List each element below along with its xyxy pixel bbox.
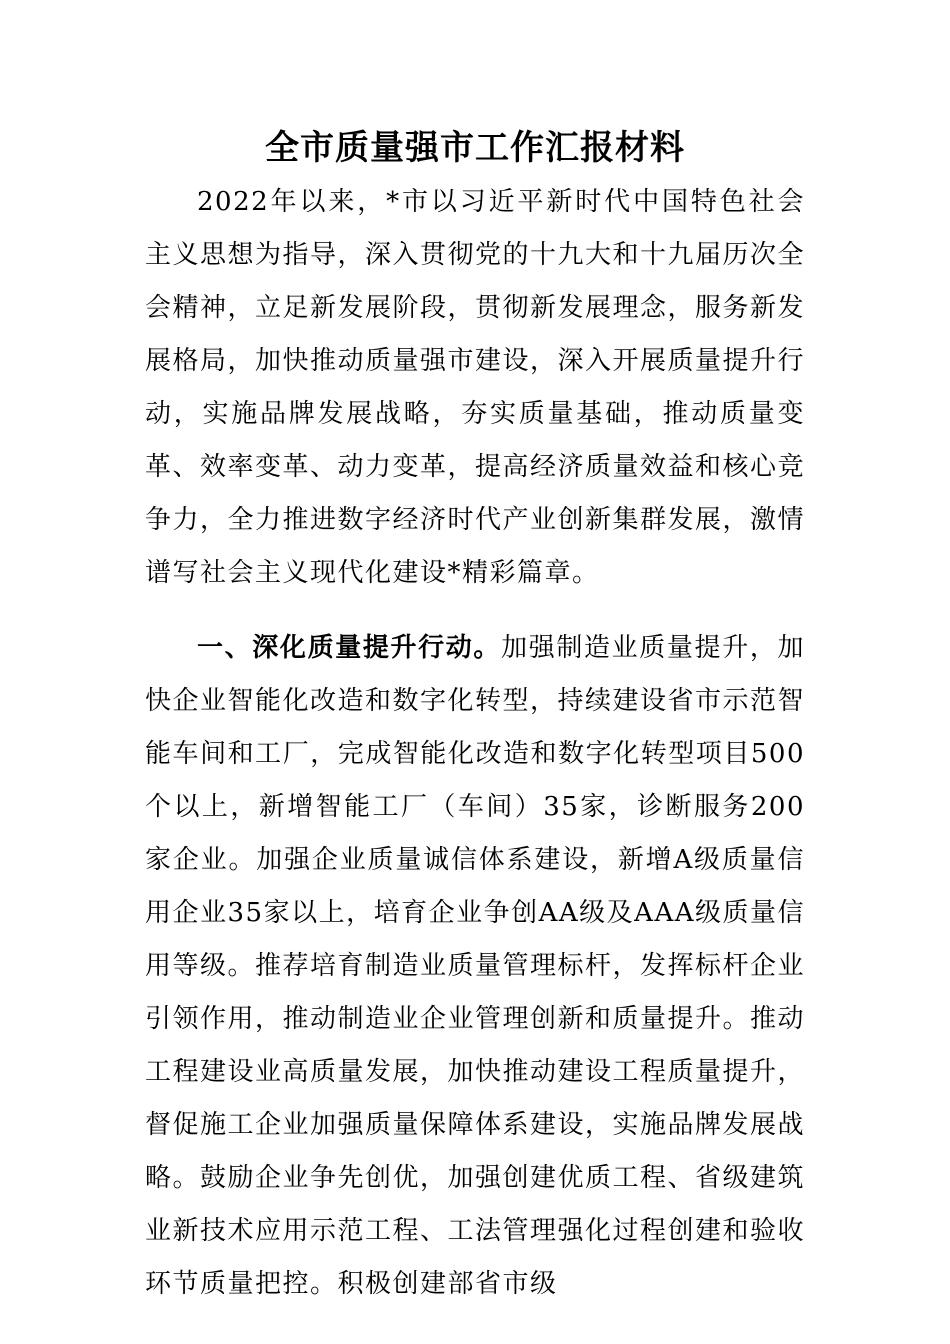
intro-paragraph-text: 2022年以来，*市以习近平新时代中国特色社会主义思想为指导，深入贯彻党的十九大和十九届历次全会精神，立足新发展阶段，贯彻新发展理念，服务新发展格局，加快推动质量强市建设，深入开展质量提升行动，实施品牌发展战略，夯实质量基础，推动质量变革、效率变革、动力变革，提高经济质量效益和核心竞争力，全力推进数字经济时代产业创新集群发展，激情谱写社会主义现代化建设*精彩篇章。: [145, 187, 806, 588]
section-1-paragraph: [145, 622, 805, 1311]
document-title: 全市质量强市工作汇报材料: [265, 128, 685, 168]
intro-paragraph: [145, 176, 805, 600]
section-1-text: 加强制造业质量提升，加快企业智能化改造和数字化转型，持续建设省市示范智能车间和工厂，完成智能化改造和数字化转型项目500个以上，新增智能工厂（车间）35家，诊断服务200家企业。加强企业质量诚信体系建设，新增A级质量信用企业35家以上，培育企业争创AA级及AAA级质量信用等级。推荐培育制造业质量管理标杆，发挥标杆企业引领作用，推动制造业企业管理创新和质量提升。推动工程建设业高质量发展，加快推动建设工程质量提升，督促施工企业加强质量保障体系建设，实施品牌发展战略。鼓励企业争先创优，加强创建优质工程、省级建筑业新技术应用示范工程、工法管理强化过程创建和验收环节质量把控。积极创建部省市级: [145, 633, 806, 1299]
section-1-heading: 一、深化质量提升行动。: [197, 633, 502, 663]
document-body: [145, 176, 805, 1311]
